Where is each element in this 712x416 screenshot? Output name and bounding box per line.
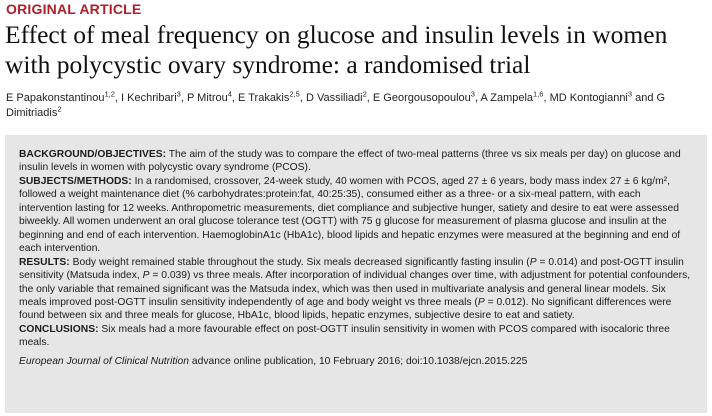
abstract-results	[19, 256, 693, 323]
p-value-symbol: P	[529, 256, 537, 268]
affiliation-marker: 3	[627, 89, 633, 99]
section-text: In a randomised, crossover, 24-week study, 40 women with PCOS, aged 27 ± 6 years, body mass index 27 ± 6 kg/m², followed a weight maintenance diet (% carbohydrates:protein:fat, 40:25:35), consumed either as a three- or a six-meal pattern, with each intervention lasting for 12 weeks. Anthropometric measurements, diet compliance and subjective hunger, satiety and desire to eat were assessed biweekly. All women underwent an oral glucose tolerance test (OGTT) with 75 g glucose for measurement of plasma glucose and insulin at the beginning and end of each intervention. HaemoglobinA1c (HbA1c), blood lipids and hepatic enzymes were measured at the beginning and end of each intervention.	[19, 175, 681, 255]
author[interactable]: E Papakonstantinou	[6, 92, 105, 104]
article-title: Effect of meal frequency on glucose and insulin levels in women with polycystic ovary syndrome: a randomised trial	[5, 20, 668, 79]
section-text: = 0.039) vs three meals. After incorporation of individual changes over time, with adjustment for potential confounders, the only variable that remained significant was the Matsuda index, which was then used in multivariate analysis and general linear models. Six meals improved post-OGTT insulin sensitivity independently of age and body weight vs three meals (	[19, 270, 691, 308]
citation-line	[19, 355, 693, 368]
author[interactable]: E Georgousopoulou	[372, 92, 471, 104]
affiliation-marker: 3	[470, 89, 475, 99]
author[interactable]: P Mitrou	[186, 92, 228, 104]
abstract-box	[5, 135, 707, 413]
section-heading: BACKGROUND/OBJECTIVES:	[19, 149, 167, 160]
abstract-methods	[19, 175, 693, 256]
article-type-label: ORIGINAL ARTICLE	[6, 1, 142, 17]
section-heading: CONCLUSIONS:	[19, 323, 99, 335]
affiliation-marker: 1,6	[533, 89, 544, 99]
section-text: = 0.014) and post-OGTT insulin sensitivity (Matsuda index,	[19, 256, 684, 282]
affiliation-marker: 2,5	[289, 89, 300, 99]
section-text: = 0.012). No significant differences were found between six and three meals for glucose, HbA1c, blood lipids, hepatic enzymes, subjective desire to eat and satiety.	[19, 296, 672, 322]
section-text: Six meals had a more favourable effect on post-OGTT insulin sensitivity in women with PCOS compared with isocaloric three meals.	[19, 323, 670, 349]
affiliation-marker: 4	[227, 89, 232, 99]
author-list: E Papakonstantinou$^{1,2}$, I Kechribari$^3$, P Mitrou$^4$, E Trakakis$^{2,5}$, D Vassiliadi$^2$, E Georgousopoulou$^3$, A Zampela$^{1,6}$, MD Kontogianni$^3$ and G Dimitriadis$^2$	[6, 89, 666, 119]
affiliation-marker: 2	[362, 89, 367, 99]
author[interactable]: E Trakakis	[238, 92, 290, 104]
journal-name[interactable]: European Journal of Clinical Nutrition	[19, 355, 189, 367]
affiliation-marker: 2	[57, 104, 62, 114]
author[interactable]: I Kechribari	[121, 92, 177, 104]
author[interactable]: A Zampela	[480, 92, 534, 104]
abstract-conclusions	[19, 323, 693, 350]
p-value-symbol: P	[142, 270, 150, 282]
citation-details: advance online publication, 10 February 2016; doi:10.1038/ejcn.2015.225	[189, 355, 528, 367]
author[interactable]: G Dimitriadis	[6, 92, 666, 119]
author[interactable]: D Vassiliadi	[305, 92, 363, 104]
author[interactable]: MD Kontogianni	[549, 92, 628, 104]
abstract-background	[19, 148, 693, 175]
affiliation-marker: 1,2	[104, 89, 115, 99]
section-heading: RESULTS:	[19, 256, 70, 268]
p-value-symbol: P	[477, 296, 485, 308]
affiliation-marker: 3	[176, 89, 181, 99]
section-heading: SUBJECTS/METHODS:	[19, 175, 132, 187]
section-text: The aim of the study was to compare the effect of two-meal patterns (three vs six meals per day) on glucose and insulin levels in women with polycystic ovary syndrome (PCOS).	[19, 149, 681, 174]
section-text: Body weight remained stable throughout the study. Six meals decreased significantly fasting insulin (	[72, 256, 530, 268]
